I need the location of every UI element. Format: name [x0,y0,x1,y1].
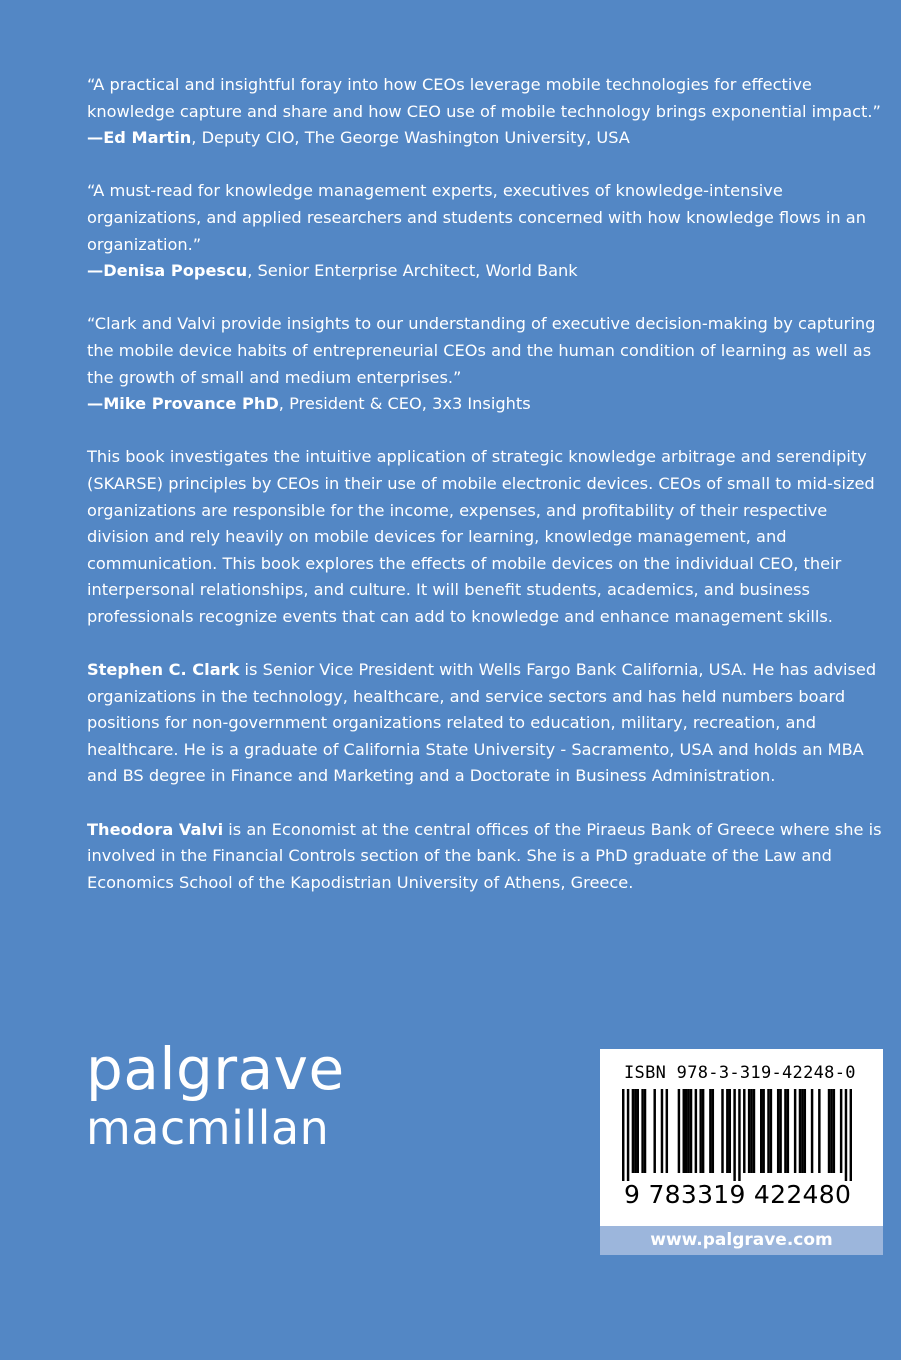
barcode-bar [634,1089,636,1173]
barcode-bar [687,1089,689,1173]
barcode-digits: 9 783319 422480 [624,1180,852,1209]
barcode-bar [733,1089,735,1181]
quote-2 [87,178,887,284]
barcode-bar [627,1089,629,1181]
barcode-bar [833,1089,835,1173]
barcode-bar [818,1089,820,1173]
barcode-bar [666,1089,668,1173]
barcode-bar [644,1089,646,1173]
quote-attribution [87,391,887,418]
barcode-bar [760,1089,762,1173]
author-bio-text: is Senior Vice President with Wells Fargo Bank California, USA. He has advised organizations in the technology, healthcare, and service sectors and has held numbers board positions for non-government organizations related to education, military, recreation, and healthcare. He is a graduate of California State University - Sacramento, USA and holds an MBA and BS degree in Finance and Marketing and a Doctorate in Business Administration. [87,660,877,786]
barcode-bar [726,1089,728,1173]
barcode-bar [632,1089,634,1173]
quote-attribution [87,125,887,152]
quote-1 [87,72,887,152]
barcode-bar [845,1089,847,1181]
attribution-title: , President & CEO, 3x3 Insights [278,394,531,414]
barcode-bar [750,1089,752,1173]
barcode-bar [683,1089,685,1173]
quote-3 [87,311,887,417]
author-bio-text: is an Economist at the central offices of the Piraeus Bank of Greece where she is involved in the Financial Controls section of the bank. She is a PhD graduate of the Law and Economics School of the Kapodistrian University of Athens, Greece. [87,819,882,892]
barcode-bar [830,1089,832,1173]
barcode-bar [811,1089,813,1173]
barcode-bar [721,1089,723,1173]
barcode-bar [690,1089,692,1173]
publisher-website: www.palgrave.com [600,1226,883,1255]
barcode-bar [709,1089,711,1173]
barcode-bar [729,1089,731,1173]
barcode-bar [799,1089,801,1173]
book-description: This book investigates the intuitive application of strategic knowledge arbitrage and serendipity (SKARSE) principles by CEOs in their use of mobile electronic devices. CEOs of small to mid-sized organizations are responsible for the income, expenses, and profitability of their respective division and rely heavily on mobile devices for learning, knowledge management, and communication. This book explores the effects of mobile devices on the individual CEO, their interpersonal relationships, and culture. It will benefit students, academics, and business professionals recognize events that can add to knowledge and enhance management skills. [87,447,875,626]
barcode-bar [784,1089,786,1173]
barcode-bar [779,1089,781,1173]
barcode-bar [699,1089,701,1173]
barcode-bar [712,1089,714,1173]
author-name: Stephen C. Clark [87,660,240,680]
barcode-bar [622,1089,624,1181]
barcode-bar [738,1089,740,1181]
publisher-logo-line-1: palgrave [86,1035,345,1103]
barcode-bar [828,1089,830,1173]
barcode-bar [777,1089,779,1173]
barcode-bar [743,1089,745,1173]
back-cover-text [87,72,887,923]
attribution-name: —Ed Martin [87,128,192,148]
quote-attribution [87,258,887,285]
quote-text: “Clark and Valvi provide insights to our understanding of executive decision-making by capturing the mobile device habits of entrepreneurial CEOs and the human condition of learning as well as the growth of small and medium enterprises.” [87,314,876,387]
attribution-name: —Mike Provance PhD [87,394,279,414]
barcode-bar [794,1089,796,1173]
barcode-bar [641,1089,643,1173]
barcode-bar [850,1089,852,1181]
isbn-barcode-box [600,1049,883,1255]
barcode-bar [678,1089,680,1173]
author-name: Theodora Valvi [87,819,224,839]
barcode-bar [770,1089,772,1173]
barcode-bar [753,1089,755,1173]
attribution-title: , Deputy CIO, The George Washington University, USA [191,128,630,148]
barcode-bar [748,1089,750,1173]
barcode-bar [637,1089,639,1173]
isbn-label: ISBN 978-3-319-42248-0 [624,1063,856,1083]
barcode-bar [840,1089,842,1173]
barcode-bar [804,1089,806,1173]
author-bio-1 [87,657,887,790]
barcode-bar [685,1089,687,1173]
attribution-name: —Denisa Popescu [87,261,248,281]
barcode-bar [787,1089,789,1173]
barcode-bar [801,1089,803,1173]
attribution-title: , Senior Enterprise Architect, World Bank [247,261,578,281]
author-bio-2 [87,817,887,897]
publisher-logo [86,1036,406,1154]
quote-text: “A must-read for knowledge management experts, executives of knowledge-intensive organizations, and applied researchers and students concerned with how knowledge flows in an organization.” [87,181,866,254]
barcode-bar [702,1089,704,1173]
barcode-graphic [622,1089,852,1181]
barcode-bar [661,1089,663,1173]
barcode-bar [762,1089,764,1173]
barcode-bar [653,1089,655,1173]
barcode-bar [695,1089,697,1173]
barcode-bar [767,1089,769,1173]
quote-text: “A practical and insightful foray into how CEOs leverage mobile technologies for effective knowledge capture and share and how CEO use of mobile technology brings exponential impact.” [87,75,881,121]
publisher-logo-line-2: macmillan [86,1101,330,1155]
